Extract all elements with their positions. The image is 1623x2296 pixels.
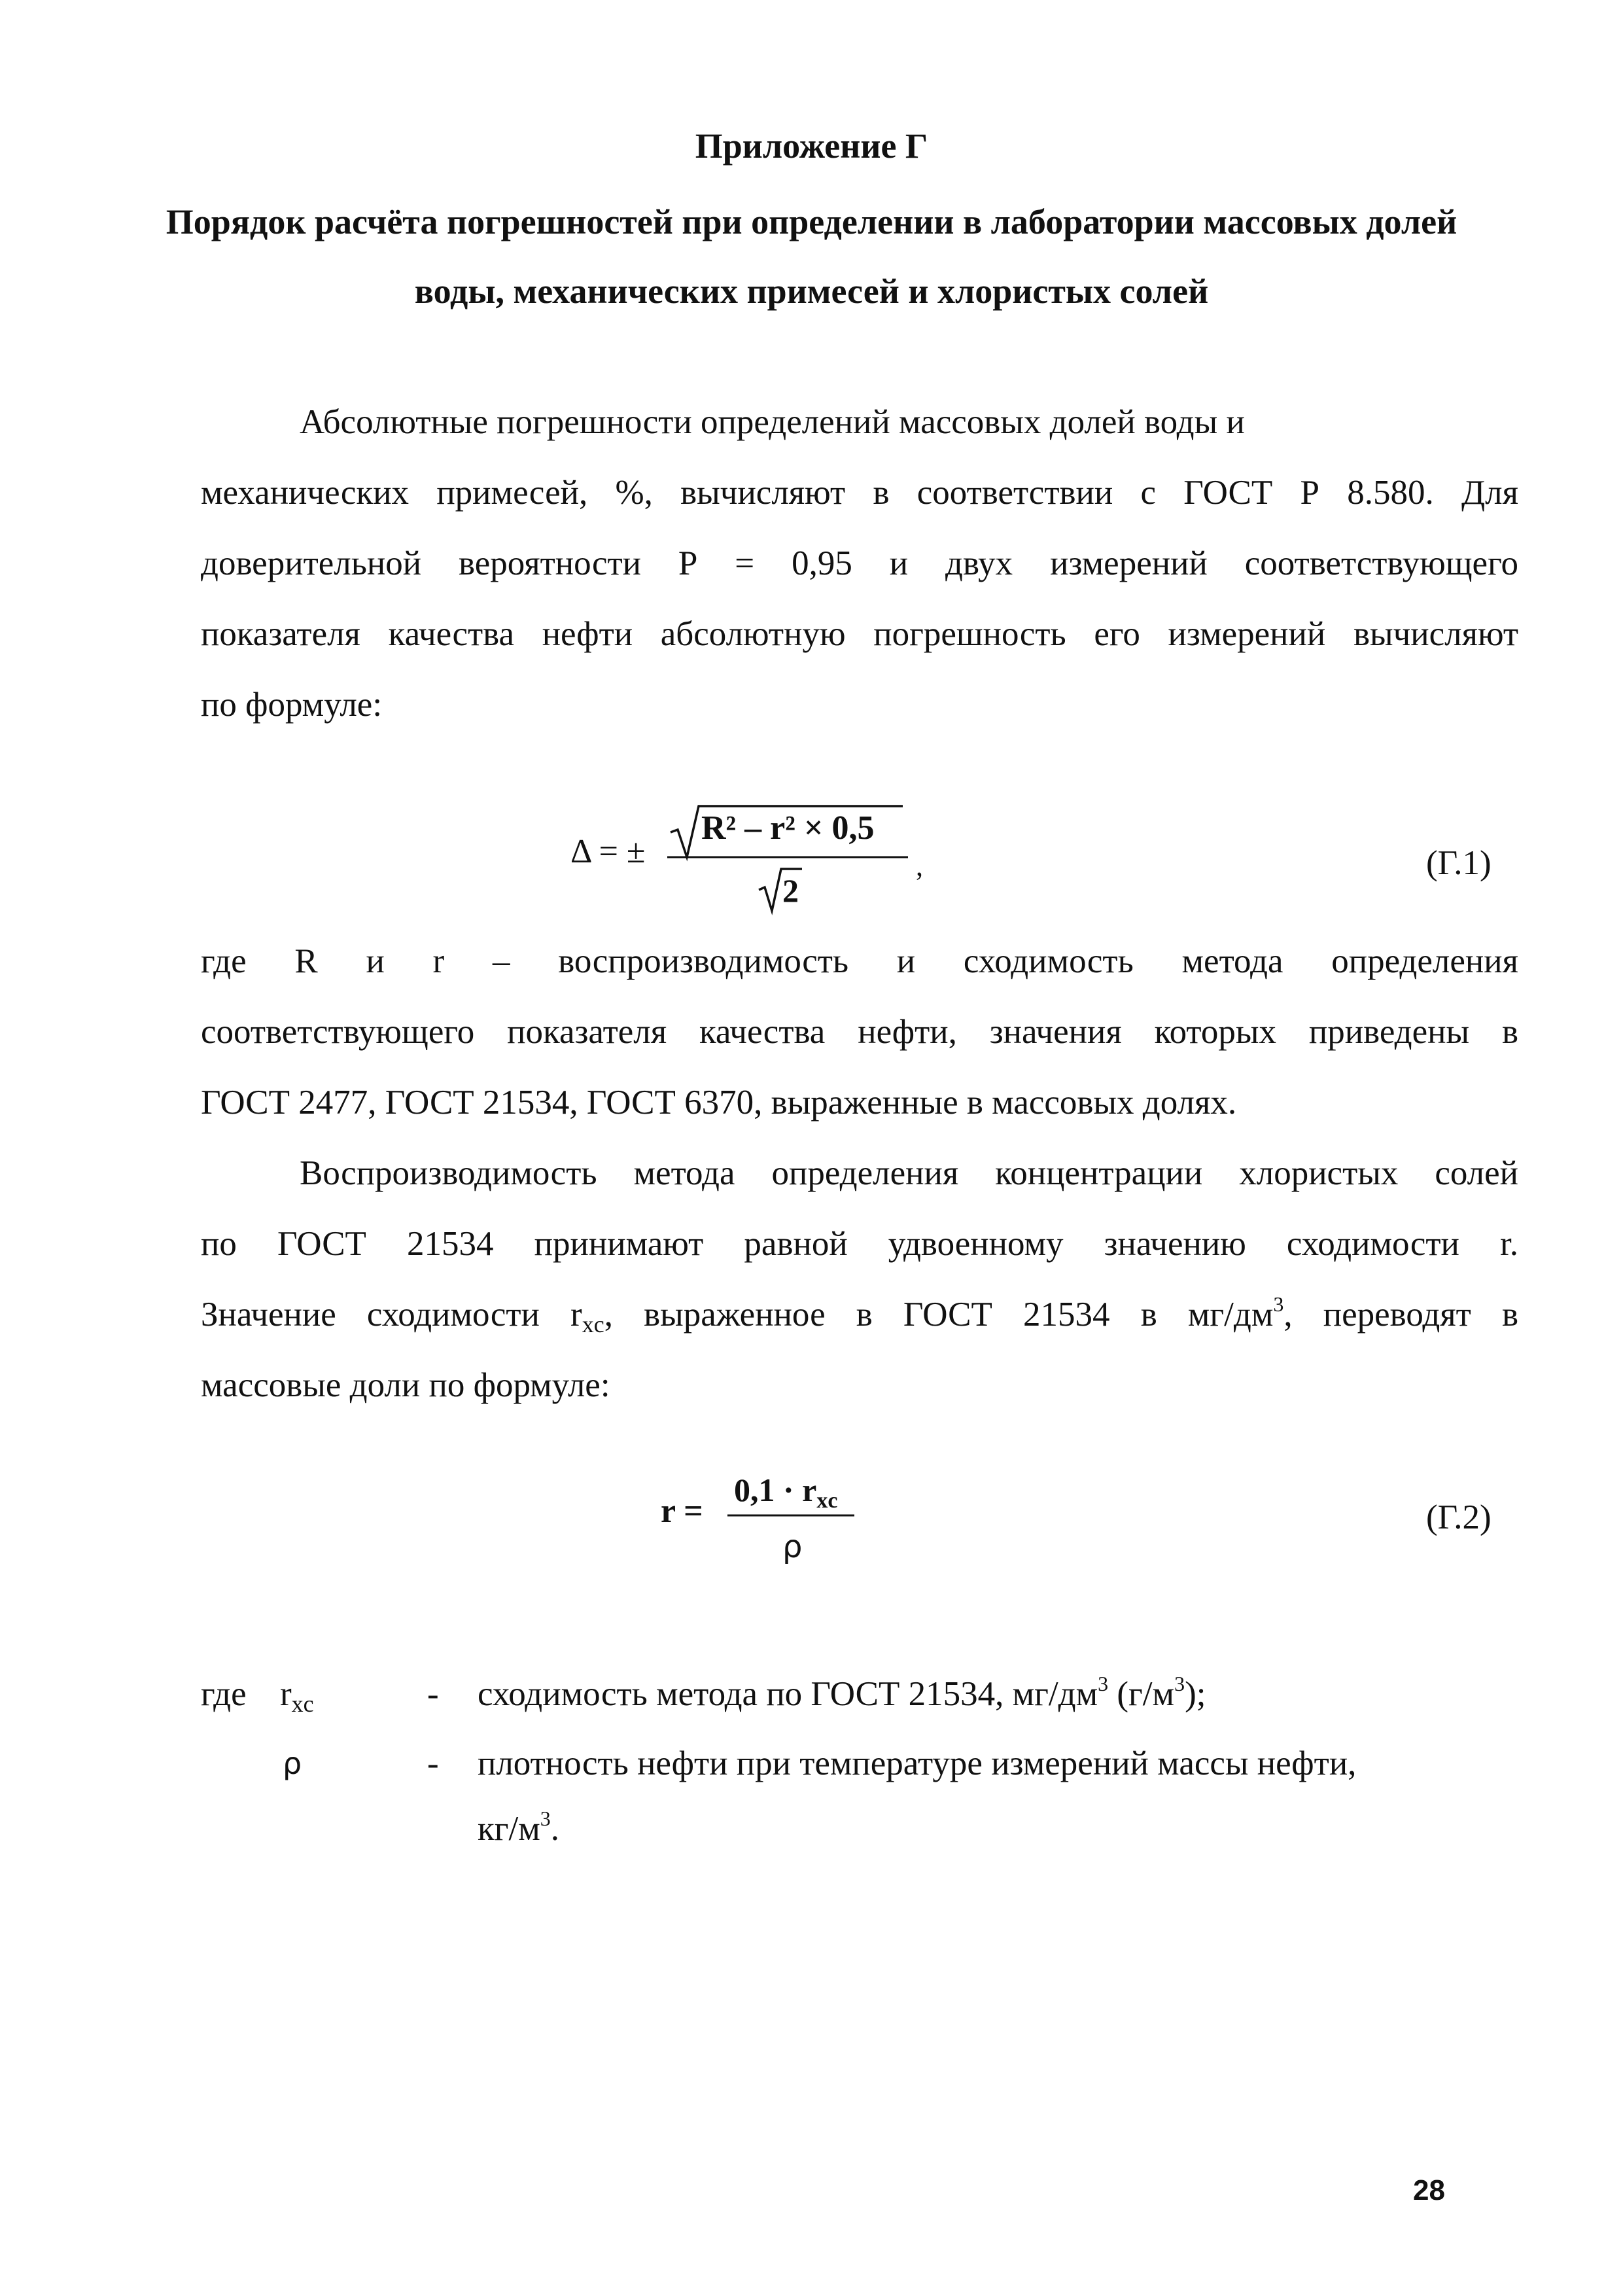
definitions-where-label: где (201, 1675, 247, 1713)
formula-g2-lhs: r = (661, 1492, 703, 1530)
definition-1-text-mid: (г/м (1108, 1675, 1175, 1713)
repro-line-4: массовые доли по формуле: (201, 1366, 610, 1404)
where1-line-2: соответствующего показателя качества нефти, значения которых приведены в (201, 1013, 1518, 1051)
definition-2-sup: 3 (540, 1807, 551, 1830)
definition-1-symbol-main: r (280, 1675, 292, 1713)
repro-line-1: Воспроизводимость метода определения концентрации хлористых солей (300, 1154, 1518, 1192)
page-number: 28 (1413, 2174, 1445, 2206)
formula-g2 (654, 1459, 890, 1570)
heading-line-1: Порядок расчёта погрешностей при определении в лаборатории массовых долей (166, 202, 1457, 241)
definition-1-text-before: сходимость метода по ГОСТ 21534, мг/дм (478, 1675, 1098, 1713)
repro-line-2: по ГОСТ 21534 принимают равной удвоенному значению сходимости r. (201, 1225, 1518, 1263)
repro-line-3-mid: , выраженное в ГОСТ 21534 в мг/дм (604, 1296, 1274, 1333)
formula-g2-numerator (734, 1472, 837, 1513)
formula-g2-number: (Г.2) (1426, 1498, 1492, 1536)
formula-g1-comma: , (916, 850, 923, 882)
where1-line-3: ГОСТ 2477, ГОСТ 21534, ГОСТ 6370, выраженные в массовых долях. (201, 1084, 1237, 1122)
intro-line-3: доверительной вероятности Р = 0,95 и двух измерений соответствующего (201, 544, 1518, 582)
intro-line-1: Абсолютные погрешности определений массовых долей воды и (300, 403, 1245, 441)
appendix-title: Приложение Г (695, 126, 928, 166)
formula-g2-numerator-sub: xc (816, 1489, 838, 1513)
definition-2-text-line-2 (478, 1806, 559, 1852)
where1-line-1: где R и r – воспроизводимость и сходимость метода определения (201, 942, 1518, 980)
definition-2-text-line-2-after: . (550, 1810, 560, 1848)
formula-g1-graphic (563, 792, 929, 916)
repro-line-3-before: Значение сходимости r (201, 1296, 582, 1333)
intro-line-5: по формуле: (201, 686, 383, 724)
formula-g1-denominator: 2 (782, 872, 799, 909)
repro-line-3 (201, 1292, 1518, 1337)
definition-2-dash: - (427, 1744, 439, 1782)
formula-g2-numerator-main: 0,1 · r (734, 1472, 817, 1508)
formula-g1 (563, 792, 929, 916)
appendix-heading (0, 187, 1623, 326)
definition-2-text-line-2-before: кг/м (478, 1810, 540, 1848)
definition-1-text (478, 1671, 1206, 1717)
definition-2-symbol: ρ (283, 1746, 302, 1781)
repro-line-3-after: , переводят в (1283, 1296, 1518, 1333)
formula-g2-denominator: ρ (782, 1528, 803, 1565)
formula-g2-graphic (654, 1459, 890, 1570)
definition-2-text-line-1: плотность нефти при температуре измерений массы нефти, (478, 1744, 1357, 1782)
definition-1-dash: - (427, 1675, 439, 1713)
formula-g1-number: (Г.1) (1426, 844, 1492, 882)
definition-1-sup-1: 3 (1098, 1672, 1109, 1695)
formula-g1-lhs: Δ = ± (570, 833, 646, 870)
repro-line-3-sub: xc (582, 1311, 604, 1337)
repro-line-3-sup: 3 (1273, 1292, 1284, 1316)
intro-line-4: показателя качества нефти абсолютную погрешность его измерений вычисляют (201, 615, 1518, 653)
formula-g1-numerator: R² – r² × 0,5 (701, 809, 875, 847)
intro-line-2: механических примесей, %, вычисляют в соответствии с ГОСТ Р 8.580. Для (201, 474, 1518, 512)
definition-1-symbol-sub: xc (291, 1691, 314, 1717)
definition-1-sup-2: 3 (1174, 1672, 1185, 1695)
definition-1-text-after: ); (1185, 1675, 1206, 1713)
heading-line-2: воды, механических примесей и хлористых солей (414, 272, 1209, 311)
definition-1-symbol (280, 1671, 314, 1717)
